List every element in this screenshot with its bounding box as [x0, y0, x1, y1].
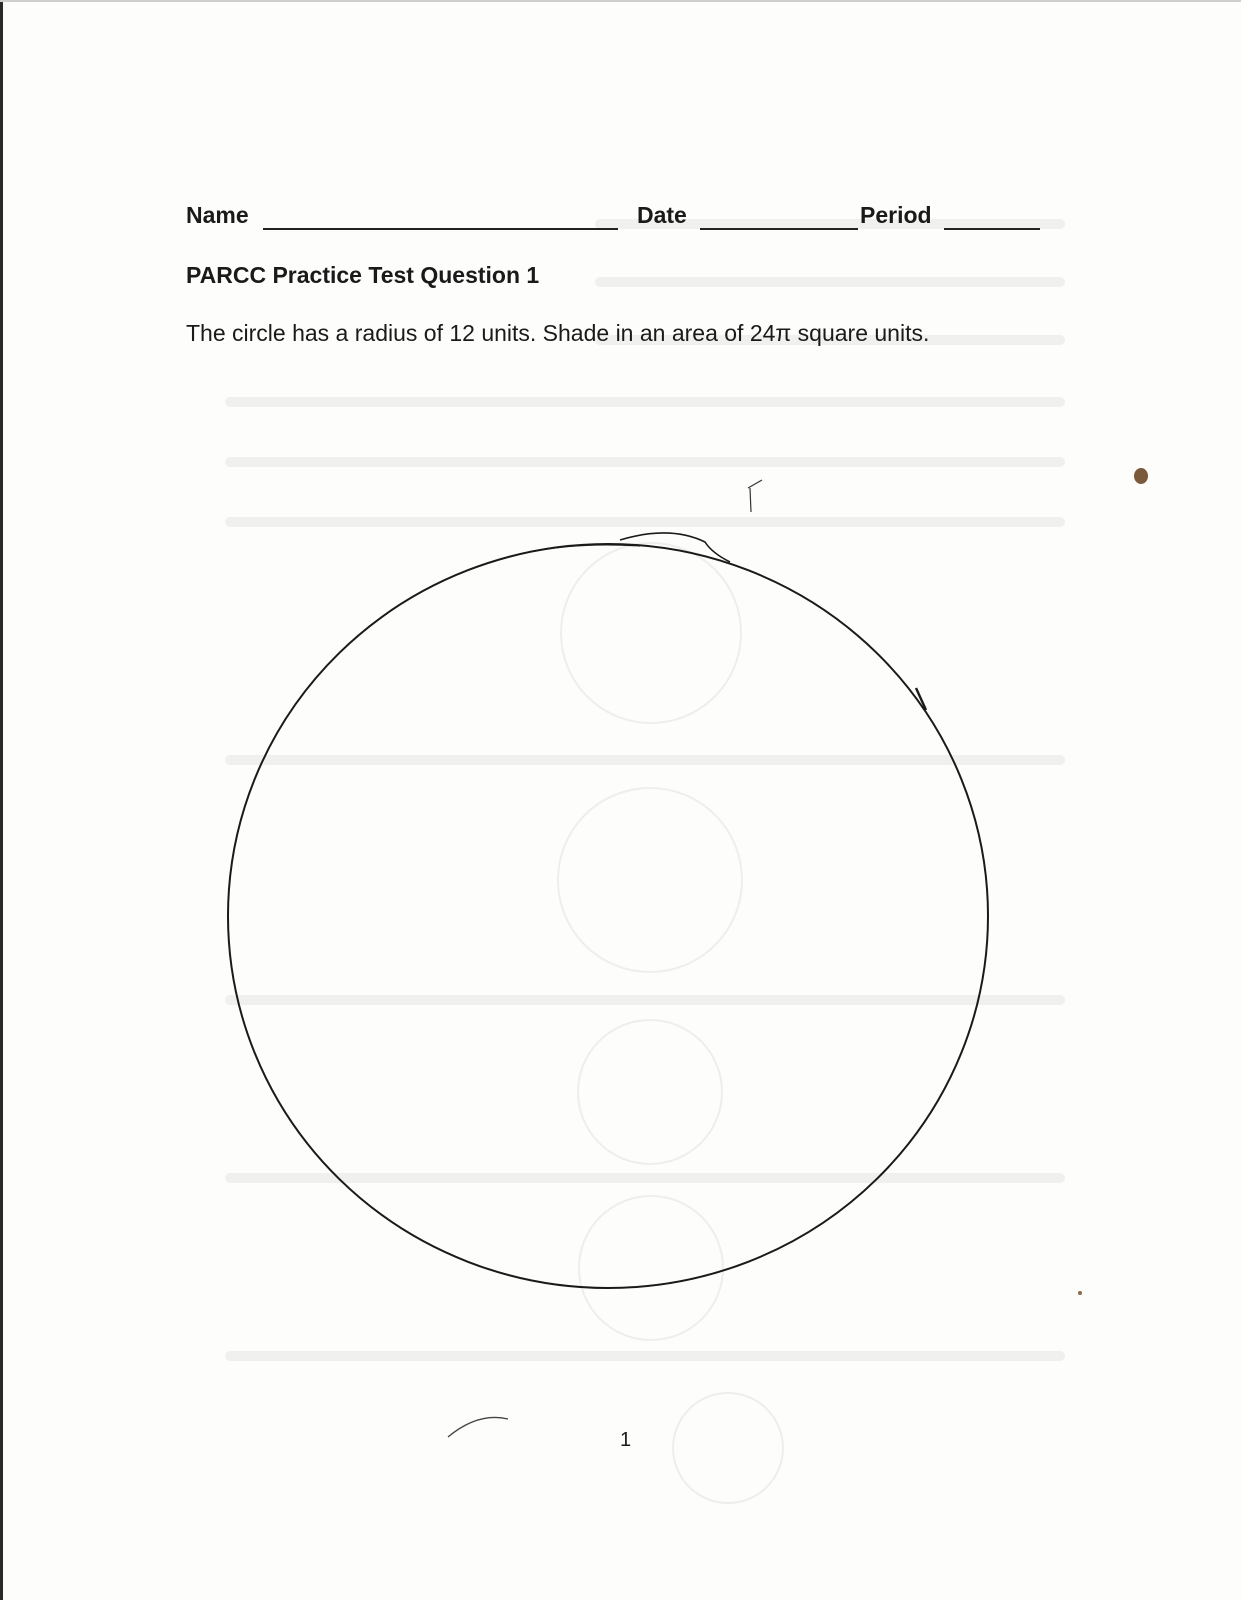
date-label: Date	[637, 202, 687, 228]
pencil-tick-mark	[748, 480, 762, 512]
stain-spot	[1134, 468, 1148, 484]
answer-circle[interactable]	[228, 544, 988, 1288]
pencil-arc-mark	[448, 1417, 508, 1437]
question-instruction: The circle has a radius of 12 units. Shade in an area of 24π square units.	[186, 320, 930, 346]
name-label: Name	[186, 202, 249, 228]
question-title: PARCC Practice Test Question 1	[186, 262, 540, 288]
stain-dot	[1078, 1291, 1082, 1295]
period-label: Period	[860, 202, 932, 228]
page-number: 1	[620, 1429, 632, 1451]
